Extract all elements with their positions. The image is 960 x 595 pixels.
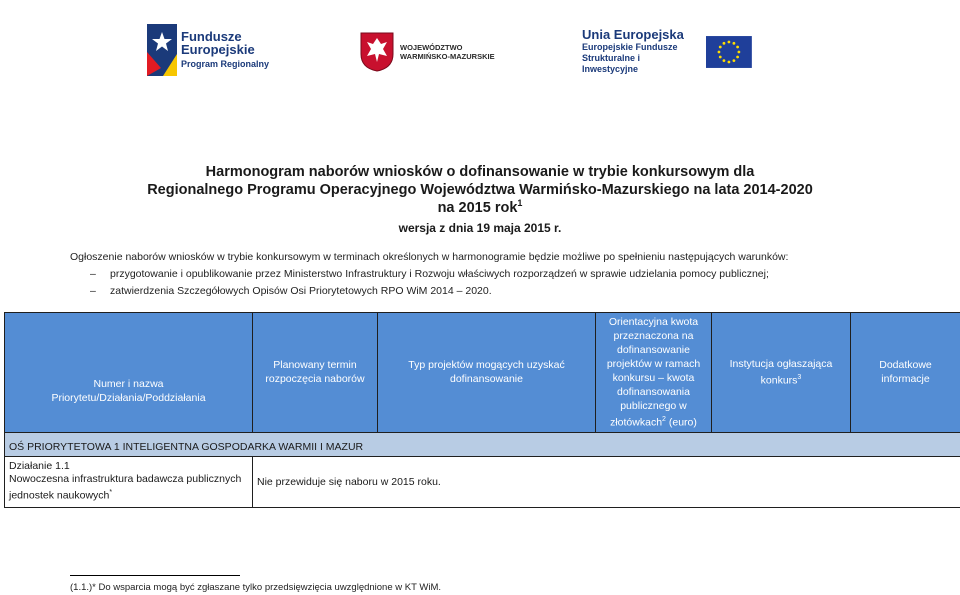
header-additional-info: Dodatkowe informacje <box>851 313 960 433</box>
fe-line3: Program Regionalny <box>181 58 270 69</box>
eu-flag-icon <box>706 36 752 68</box>
condition-item <box>90 268 769 280</box>
title-line3-text: na 2015 rok <box>437 200 518 216</box>
intro-text: Ogłoszenie naborów wniosków w trybie konkursowym w terminach określonych w harmonogramie będzie możliwe po spełnieniu następujących warunków: <box>70 251 789 263</box>
table-row <box>5 456 960 507</box>
table-header-row <box>5 313 960 433</box>
wojewodztwo-logo <box>360 30 500 74</box>
action-name <box>9 473 248 503</box>
ue-line3: Strukturalne i Inwestycyjne <box>582 53 641 74</box>
coat-of-arms-icon <box>360 32 394 72</box>
footnote-ref-3: 3 <box>797 374 802 381</box>
fundusze-europejskie-logo <box>147 22 282 78</box>
footnote-ref-1: 1 <box>517 198 523 209</box>
priority-axis-label: OŚ PRIORYTETOWA 1 INTELIGENTNA GOSPODARKA WARMII I MAZUR <box>5 432 960 456</box>
fe-star-icon <box>147 24 177 76</box>
wm-line2: WARMIŃSKO-MAZURSKIE <box>400 52 495 61</box>
header-project-type: Typ projektów mogących uzyskać dofinansowanie <box>378 313 596 433</box>
fe-line2: Europejskie <box>181 41 255 57</box>
action-number: Działanie 1.1 <box>9 460 70 473</box>
ue-line1: Unia Europejska <box>582 27 684 42</box>
priority-axis-row <box>5 432 960 456</box>
header-amount-text: Orientacyjna kwota przeznaczona na dofinansowanie projektów w ramach konkursu – kwota dofinansowania publicznego w złotówkach <box>606 316 701 429</box>
wm-line1: WOJEWÓDZTWO <box>400 43 463 52</box>
unia-europejska-logo <box>582 27 752 74</box>
logo-bar <box>0 0 960 90</box>
header-institution <box>712 313 851 433</box>
action-note: Nie przewiduje się naboru w 2015 roku. <box>253 456 960 507</box>
action-name-text: Nowoczesna infrastruktura badawcza publicznych jednostek naukowych <box>9 473 242 502</box>
title-line3 <box>0 199 960 217</box>
version-date: wersja z dnia 19 maja 2015 r. <box>398 221 562 235</box>
header-priority <box>5 313 253 433</box>
schedule-table <box>4 312 960 508</box>
header-start-date: Planowany termin rozpoczęcia naborów <box>253 313 378 433</box>
header-amount-currency: (euro) <box>665 416 697 429</box>
condition-text: zatwierdzenia Szczegółowych Opisów Osi Priorytetowych RPO WiM 2014 – 2020. <box>110 285 492 297</box>
title-line2: Regionalnego Programu Operacyjnego Województwa Warmińsko-Mazurskiego na lata 2014-2020 <box>147 182 813 198</box>
condition-item <box>90 285 492 297</box>
header-priority-l2: Priorytetu/Działania/Poddziałania <box>51 391 206 404</box>
dash-bullet: – <box>90 285 96 297</box>
condition-text: przygotowanie i opublikowanie przez Ministerstwo Infrastruktury i Rozwoju właściwych rozporządzeń w sprawie udzielania pomocy publicznej; <box>110 268 769 280</box>
fe-line1: Fundusze <box>181 28 242 44</box>
ue-line2: Europejskie Fundusze <box>582 42 678 52</box>
footnote-divider <box>70 575 240 576</box>
header-priority-l1: Numer i nazwa <box>93 377 164 390</box>
footnote: (1.1.)* Do wsparcia mogą być zgłaszane tylko przedsięwzięcia uwzględnione w KT WiM. <box>70 582 442 593</box>
header-amount <box>596 313 712 433</box>
action-name-asterisk: * <box>109 489 113 497</box>
action-cell <box>5 456 253 507</box>
title-line1: Harmonogram naborów wniosków o dofinansowanie w trybie konkursowym dla <box>205 164 755 180</box>
dash-bullet: – <box>90 268 96 280</box>
header-institution-text: Instytucja ogłaszająca konkurs <box>729 358 833 387</box>
document-title <box>0 163 960 217</box>
footnote-ref-2: 2 <box>662 416 666 423</box>
